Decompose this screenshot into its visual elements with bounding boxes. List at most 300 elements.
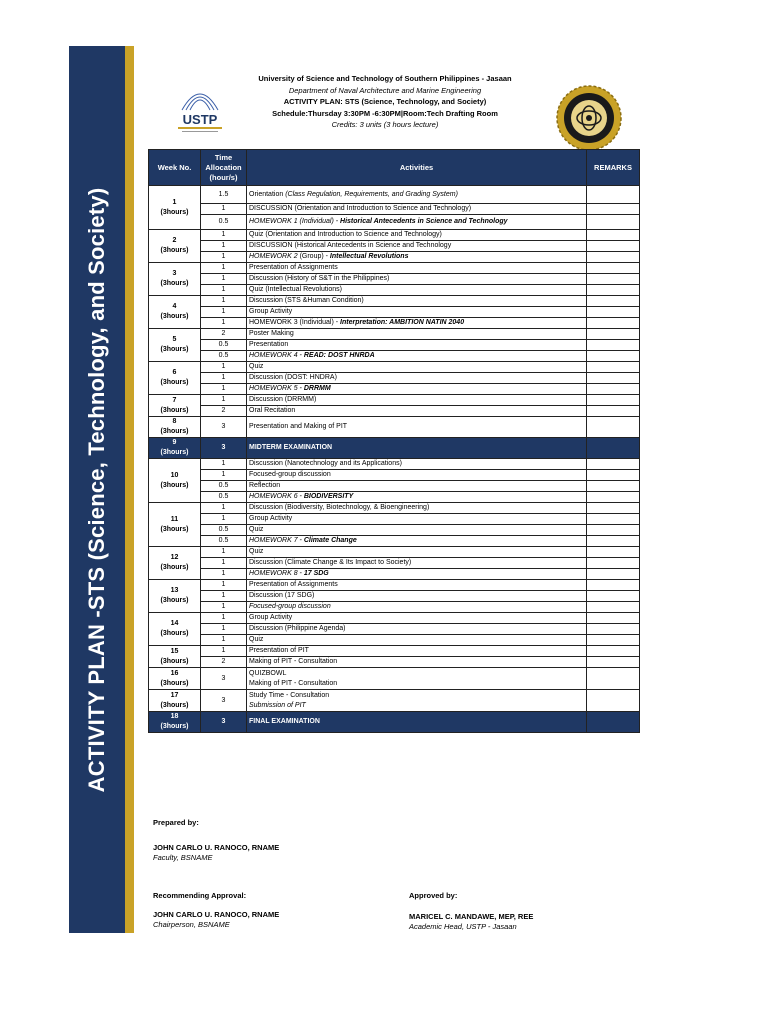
table-row — [149, 558, 640, 569]
activity-text: Presentation of Assignments — [249, 581, 338, 588]
remarks-cell — [587, 536, 640, 547]
week-number: 11 — [170, 515, 179, 523]
week-number: 12 — [170, 554, 179, 561]
hours-cell: 1 — [201, 318, 247, 329]
activity-topic: BIODIVERSITY — [303, 493, 354, 500]
header-week: Week No. — [149, 150, 201, 186]
activity-cell — [247, 602, 587, 613]
activity-text: Oral Recitation — [249, 407, 296, 414]
ustp-logo — [172, 80, 228, 136]
activity-cell — [247, 613, 587, 624]
activity-detail: (Class Regulation, Requirements, and Grading System) — [285, 190, 458, 198]
activity-label: HOMEWORK 1 (Individual) - — [249, 218, 341, 225]
prepared-title: Faculty, BSNAME — [153, 853, 213, 862]
remarks-cell — [587, 646, 640, 657]
activity-cell — [247, 351, 587, 362]
activity-topic: DRRMM — [303, 385, 331, 392]
hours-cell: 3 — [201, 438, 247, 459]
remarks-cell — [587, 215, 640, 230]
activity-text: Discussion (DRRMM) — [249, 396, 317, 403]
remarks-cell — [587, 591, 640, 602]
hours-cell: 0.5 — [201, 481, 247, 492]
table-row — [149, 417, 640, 438]
hours-cell: 0.5 — [201, 536, 247, 547]
activity-text: Group Activity — [249, 308, 293, 315]
table-row — [149, 384, 640, 395]
university-name: University of Science and Technology of Southern Philippines - Jasaan — [258, 74, 512, 83]
approved-title: Academic Head, USTP - Jasaan — [409, 922, 517, 931]
activity-cell — [247, 624, 587, 635]
table-row — [149, 252, 640, 263]
hours-cell: 1 — [201, 241, 247, 252]
activity-topic: READ: DOST HNRDA — [303, 352, 375, 359]
remarks-cell — [587, 204, 640, 215]
activity-text: Discussion (Philippine Agenda) — [249, 625, 346, 632]
activity-text: Study Time - Consultation — [249, 691, 330, 699]
activity-cell — [247, 459, 587, 470]
engineering-seal-logo — [555, 84, 623, 152]
hours-cell: 1 — [201, 569, 247, 580]
week-hours: (3hours) — [160, 280, 189, 287]
remarks-cell — [587, 296, 640, 307]
activity-cell — [247, 362, 587, 373]
week-number: 15 — [170, 647, 179, 655]
remarks-cell — [587, 624, 640, 635]
week-cell — [149, 362, 201, 395]
table-row — [149, 362, 640, 373]
hours-cell: 1 — [201, 503, 247, 514]
table-row — [149, 525, 640, 536]
table-row — [149, 307, 640, 318]
hours-cell: 1 — [201, 204, 247, 215]
remarks-cell — [587, 547, 640, 558]
remarks-cell — [587, 492, 640, 503]
table-row — [149, 241, 640, 252]
table-row — [149, 635, 640, 646]
table-row — [149, 668, 640, 690]
table-row — [149, 580, 640, 591]
week-number: 18 — [170, 713, 179, 720]
recommending-title: Chairperson, BSNAME — [153, 920, 230, 929]
week-cell — [149, 459, 201, 503]
activity-topic: Climate Change — [303, 537, 357, 544]
table-row — [149, 569, 640, 580]
remarks-cell — [587, 307, 640, 318]
hours-cell: 1 — [201, 263, 247, 274]
activity-label: HOMEWORK 5 - — [249, 385, 304, 392]
activity-cell — [247, 230, 587, 241]
table-row — [149, 690, 640, 712]
hours-cell: 0.5 — [201, 351, 247, 362]
week-hours: (3hours) — [160, 723, 189, 730]
activity-text: Quiz — [249, 636, 264, 643]
week-cell — [149, 329, 201, 362]
activity-text: Discussion (Climate Change & Its Impact to Society) — [249, 559, 412, 566]
week-cell — [149, 668, 201, 690]
prepared-block — [153, 818, 279, 863]
table-row — [149, 406, 640, 417]
activity-cell — [247, 536, 587, 547]
week-hours: (3hours) — [160, 406, 189, 414]
header-activities: Activities — [247, 150, 587, 186]
week-hours: (3hours) — [160, 379, 189, 386]
activity-cell — [247, 285, 587, 296]
week-cell — [149, 438, 201, 459]
remarks-cell — [587, 395, 640, 406]
hours-cell: 2 — [201, 329, 247, 340]
credits: Credits: 3 units (3 hours lecture) — [331, 120, 439, 129]
week-hours: (3hours) — [160, 657, 189, 665]
activity-cell — [247, 186, 587, 204]
activity-text: (Group) - — [299, 253, 330, 260]
remarks-cell — [587, 340, 640, 351]
activity-cell — [247, 438, 587, 459]
week-hours: (3hours) — [160, 481, 189, 489]
week-number: 17 — [170, 691, 179, 699]
activity-cell — [247, 657, 587, 668]
activity-cell — [247, 547, 587, 558]
activity-cell — [247, 690, 587, 712]
week-cell — [149, 580, 201, 613]
activity-text: Focused-group discussion — [249, 471, 331, 478]
week-hours: (3hours) — [160, 679, 189, 687]
activity-text: Quiz — [249, 526, 264, 533]
hours-cell: 1 — [201, 230, 247, 241]
activity-text: Poster Making — [249, 330, 294, 337]
approved-block — [409, 891, 533, 932]
hours-cell: 1 — [201, 274, 247, 285]
activity-cell — [247, 569, 587, 580]
week-number: 13 — [170, 587, 179, 594]
activity-text: Quiz — [249, 363, 264, 370]
hours-cell: 1.5 — [201, 186, 247, 204]
week-cell — [149, 547, 201, 580]
hours-cell: 3 — [201, 417, 247, 438]
activity-cell — [247, 406, 587, 417]
activity-cell — [247, 241, 587, 252]
week-number: 8 — [172, 418, 177, 425]
remarks-cell — [587, 263, 640, 274]
week-cell — [149, 712, 201, 733]
week-cell — [149, 417, 201, 438]
activity-text: Quiz — [249, 548, 264, 555]
activity-topic: Intellectual Revolutions — [329, 253, 409, 260]
week-number: 4 — [172, 303, 177, 310]
hours-cell: 1 — [201, 602, 247, 613]
header-remarks: REMARKS — [587, 150, 640, 186]
remarks-cell — [587, 351, 640, 362]
activity-cell — [247, 296, 587, 307]
activity-cell — [247, 417, 587, 438]
hours-cell: 1 — [201, 547, 247, 558]
activity-text: QUIZBOWL — [249, 669, 287, 677]
table-header-row — [149, 150, 640, 186]
week-hours: (3hours) — [160, 701, 189, 709]
table-row — [149, 657, 640, 668]
week-cell — [149, 613, 201, 646]
activity-cell — [247, 215, 587, 230]
remarks-cell — [587, 503, 640, 514]
activity-cell — [247, 635, 587, 646]
remarks-cell — [587, 525, 640, 536]
remarks-cell — [587, 362, 640, 373]
activity-label: HOMEWORK 4 - — [249, 352, 304, 359]
week-hours: (3hours) — [160, 247, 189, 254]
remarks-cell — [587, 481, 640, 492]
week-hours: (3hours) — [160, 449, 189, 456]
approved-name: MARICEL C. MANDAWE, MEP, REE — [409, 912, 534, 921]
activity-text: Group Activity — [249, 614, 293, 621]
hours-cell: 3 — [201, 712, 247, 733]
table-row — [149, 186, 640, 204]
activity-cell — [247, 395, 587, 406]
hours-cell: 1 — [201, 470, 247, 481]
week-number: 16 — [170, 669, 179, 677]
week-number: 3 — [172, 270, 177, 277]
activity-cell — [247, 470, 587, 481]
table-row — [149, 340, 640, 351]
activity-text-second: Submission of PIT — [249, 701, 306, 709]
week-cell — [149, 395, 201, 417]
remarks-cell — [587, 241, 640, 252]
remarks-cell — [587, 329, 640, 340]
table-row — [149, 470, 640, 481]
activity-topic: Interpretation: AMBITION NATIN 2040 — [340, 319, 465, 326]
activity-text: Reflection — [249, 482, 281, 489]
hours-cell: 3 — [201, 668, 247, 690]
table-row — [149, 318, 640, 329]
hours-cell: 1 — [201, 514, 247, 525]
remarks-cell — [587, 285, 640, 296]
prepared-name: JOHN CARLO U. RANOCO, RNAME — [153, 843, 280, 852]
activity-cell — [247, 503, 587, 514]
hours-cell: 1 — [201, 362, 247, 373]
remarks-cell — [587, 514, 640, 525]
activity-text: Quiz (Orientation and Introduction to Science and Technology) — [249, 231, 442, 238]
table-row — [149, 215, 640, 230]
activity-cell — [247, 329, 587, 340]
activity-cell — [247, 340, 587, 351]
hours-cell: 0.5 — [201, 492, 247, 503]
activity-text: Group Activity — [249, 515, 293, 522]
activity-cell — [247, 646, 587, 657]
remarks-cell — [587, 384, 640, 395]
table-row — [149, 438, 640, 459]
remarks-cell — [587, 417, 640, 438]
remarks-cell — [587, 186, 640, 204]
activity-cell — [247, 492, 587, 503]
table-row — [149, 646, 640, 657]
activity-text: Discussion (Nanotechnology and its Applications) — [249, 460, 402, 467]
sidebar-accent-stripe — [125, 46, 134, 933]
week-hours: (3hours) — [160, 346, 189, 353]
remarks-cell — [587, 635, 640, 646]
hours-cell: 1 — [201, 285, 247, 296]
table-row — [149, 373, 640, 384]
activity-text: Discussion (Biodiversity, Biotechnology, & Bioengineering) — [249, 504, 430, 511]
remarks-cell — [587, 613, 640, 624]
activity-topic: 17 SDG — [303, 570, 329, 577]
activity-cell — [247, 307, 587, 318]
week-hours: (3hours) — [160, 208, 189, 216]
activity-text: Discussion (17 SDG) — [249, 592, 315, 599]
week-number: 2 — [172, 237, 177, 244]
remarks-cell — [587, 438, 640, 459]
week-hours: (3hours) — [160, 597, 189, 604]
week-number: 7 — [172, 396, 177, 404]
week-cell — [149, 186, 201, 230]
activity-cell — [247, 263, 587, 274]
approved-label: Approved by: — [409, 891, 458, 900]
activity-cell — [247, 712, 587, 733]
activity-cell — [247, 384, 587, 395]
week-hours: (3hours) — [160, 313, 189, 320]
table-row — [149, 263, 640, 274]
table-row — [149, 204, 640, 215]
activity-text: Orientation — [249, 190, 286, 198]
table-row — [149, 547, 640, 558]
table-body — [149, 186, 640, 733]
remarks-cell — [587, 274, 640, 285]
document-header — [240, 73, 530, 131]
activity-label: HOMEWORK 7 - — [249, 537, 304, 544]
recommending-name: JOHN CARLO U. RANOCO, RNAME — [153, 910, 280, 919]
table-row — [149, 274, 640, 285]
recommending-block — [153, 891, 279, 930]
table-row — [149, 503, 640, 514]
table-row — [149, 230, 640, 241]
week-hours: (3hours) — [160, 525, 189, 533]
activity-cell — [247, 514, 587, 525]
schedule: Schedule:Thursday 3:30PM -6:30PM|Room:Tech Drafting Room — [272, 108, 498, 118]
hours-cell: 1 — [201, 613, 247, 624]
table-row — [149, 296, 640, 307]
hours-cell: 1 — [201, 459, 247, 470]
week-number: 1 — [172, 198, 177, 206]
department-name: Department of Naval Architecture and Marine Engineering — [288, 85, 482, 95]
week-number: 5 — [172, 336, 177, 343]
remarks-cell — [587, 406, 640, 417]
table-row — [149, 395, 640, 406]
remarks-cell — [587, 712, 640, 733]
activity-cell — [247, 591, 587, 602]
activity-text: Discussion (DOST: HNDRA) — [249, 374, 337, 381]
activity-label: HOMEWORK 8 - — [249, 570, 304, 577]
activity-text: Discussion (History of S&T in the Philippines) — [249, 275, 390, 282]
activity-cell — [247, 274, 587, 285]
prepared-label: Prepared by: — [153, 818, 199, 827]
header-time: Time Allocation (hour/s) — [201, 150, 247, 186]
hours-cell: 1 — [201, 646, 247, 657]
table-row — [149, 514, 640, 525]
activity-text: Presentation of PIT — [249, 647, 309, 654]
hours-cell: 1 — [201, 307, 247, 318]
activity-text: Presentation and Making of PIT — [249, 423, 348, 430]
remarks-cell — [587, 470, 640, 481]
week-number: 6 — [172, 369, 177, 376]
week-cell — [149, 296, 201, 329]
activity-text: Quiz (Intellectual Revolutions) — [249, 286, 342, 293]
hours-cell: 1 — [201, 384, 247, 395]
activity-cell — [247, 481, 587, 492]
activity-text: DISCUSSION (Historical Antecedents in Science and Technology — [249, 242, 452, 249]
table-row — [149, 536, 640, 547]
activity-topic: Historical Antecedents in Science and Technology — [340, 218, 508, 225]
table-row — [149, 613, 640, 624]
week-number: 14 — [170, 620, 179, 627]
activity-cell — [247, 373, 587, 384]
remarks-cell — [587, 459, 640, 470]
activity-cell — [247, 318, 587, 329]
activity-text: MIDTERM EXAMINATION — [249, 444, 333, 451]
table-row — [149, 459, 640, 470]
week-number: 10 — [170, 471, 179, 479]
table-row — [149, 712, 640, 733]
recommending-label: Recommending Approval: — [153, 891, 247, 900]
remarks-cell — [587, 252, 640, 263]
activity-text: Presentation of Assignments — [249, 264, 338, 271]
table-row — [149, 351, 640, 362]
hours-cell: 0.5 — [201, 340, 247, 351]
activity-text: DISCUSSION (Orientation and Introduction to Science and Technology) — [249, 205, 472, 212]
remarks-cell — [587, 657, 640, 668]
table-row — [149, 481, 640, 492]
remarks-cell — [587, 668, 640, 690]
vertical-title: ACTIVITY PLAN -STS (Science, Technology, and Society) — [84, 187, 109, 793]
week-cell — [149, 263, 201, 296]
activity-text: Discussion (STS &Human Condition) — [249, 297, 364, 304]
week-hours: (3hours) — [160, 630, 189, 637]
plan-title: ACTIVITY PLAN: STS (Science, Technology, and Society) — [283, 97, 487, 106]
remarks-cell — [587, 580, 640, 591]
week-hours: (3hours) — [160, 564, 189, 571]
activity-text: Making of PIT - Consultation — [249, 658, 338, 665]
week-cell — [149, 690, 201, 712]
remarks-cell — [587, 690, 640, 712]
table-row — [149, 329, 640, 340]
activity-label: HOMEWORK 6 - — [249, 493, 304, 500]
activity-cell — [247, 668, 587, 690]
week-cell — [149, 230, 201, 263]
activity-label: HOMEWORK 2 — [249, 253, 300, 260]
week-cell — [149, 646, 201, 668]
activity-text: Presentation — [249, 341, 289, 348]
remarks-cell — [587, 373, 640, 384]
remarks-cell — [587, 318, 640, 329]
hours-cell: 3 — [201, 690, 247, 712]
activity-cell — [247, 204, 587, 215]
hours-cell: 0.5 — [201, 525, 247, 536]
logo-left-text: USTP — [182, 112, 218, 127]
hours-cell: 2 — [201, 657, 247, 668]
remarks-cell — [587, 558, 640, 569]
hours-cell: 1 — [201, 624, 247, 635]
week-hours: (3hours) — [160, 428, 189, 435]
table-row — [149, 591, 640, 602]
week-number: 9 — [172, 439, 177, 446]
hours-cell: 1 — [201, 580, 247, 591]
activity-plan-table — [148, 149, 640, 733]
activity-cell — [247, 580, 587, 591]
activity-text: HOMEWORK 3 (Individual) - — [249, 319, 341, 326]
activity-text: FINAL EXAMINATION — [249, 718, 320, 725]
table-row — [149, 624, 640, 635]
hours-cell: 1 — [201, 252, 247, 263]
table-row — [149, 602, 640, 613]
activity-text-second: Making of PIT - Consultation — [249, 679, 338, 687]
activity-cell — [247, 252, 587, 263]
week-cell — [149, 503, 201, 547]
